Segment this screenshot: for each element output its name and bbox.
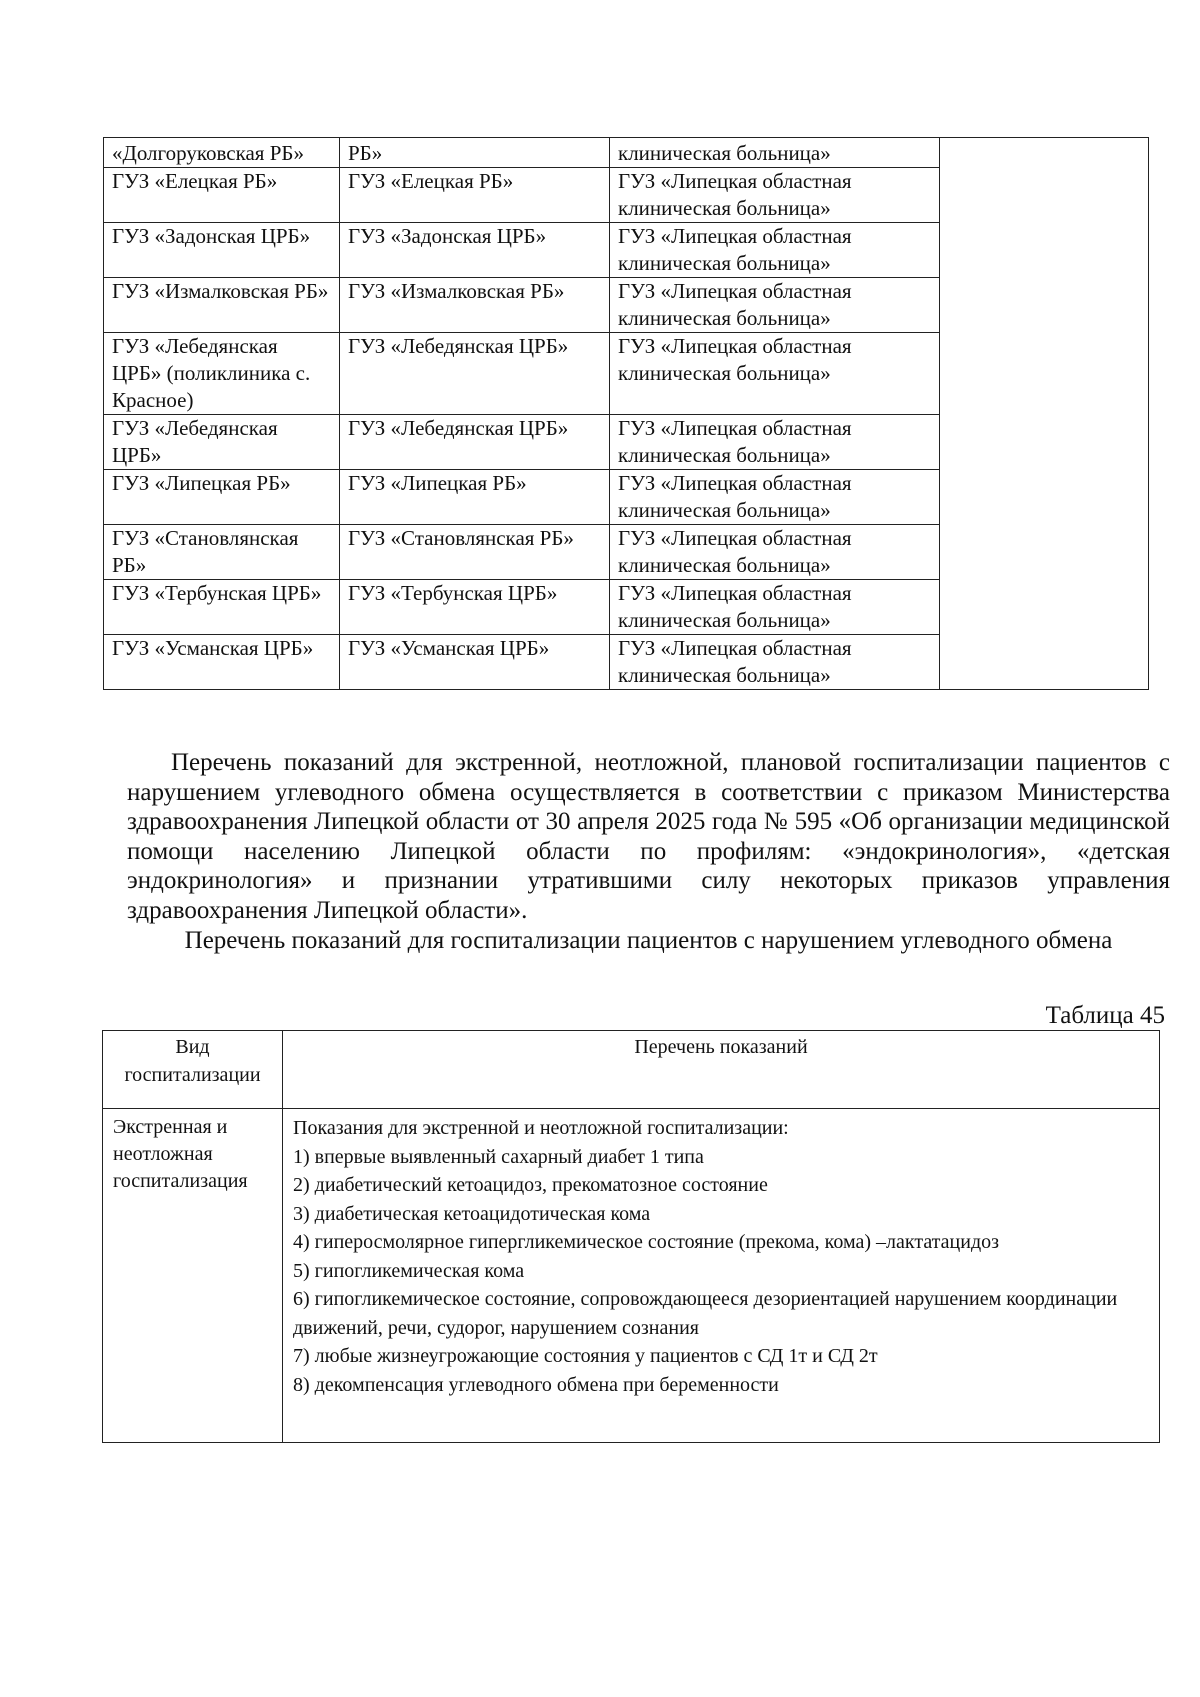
regional-hospital-cell: ГУЗ «Липецкая областная клиническая больница» xyxy=(610,168,940,223)
list-item: 5) гипогликемическая кома xyxy=(293,1259,525,1282)
header-kind-cell: Вид госпитализации xyxy=(103,1031,283,1109)
regional-hospital-cell: ГУЗ «Липецкая областная клиническая больница» xyxy=(610,278,940,333)
list-item: 2) диабетический кетоацидоз, прекоматозное состояние xyxy=(293,1174,768,1196)
routing-table xyxy=(103,137,1149,690)
hospital-cell: ГУЗ «Задонская ЦРБ» xyxy=(340,223,610,278)
regional-hospital-cell: ГУЗ «Липецкая областная клиническая больница» xyxy=(610,580,940,635)
attached-facility-cell: ГУЗ «Елецкая РБ» xyxy=(104,168,340,223)
attached-facility-cell: ГУЗ «Задонская ЦРБ» xyxy=(104,223,340,278)
table-number-label: Таблица 45 xyxy=(1045,1002,1165,1029)
indications-table xyxy=(102,1030,1160,1443)
list-item: 3) диабетическая кетоацидотическая кома xyxy=(293,1202,651,1225)
table-row xyxy=(103,1109,1160,1443)
table-row xyxy=(104,138,1149,168)
hospital-cell: ГУЗ «Липецкая РБ» xyxy=(340,470,610,525)
list-item: 8) декомпенсация углеводного обмена при беременности xyxy=(293,1373,779,1396)
attached-facility-cell: ГУЗ «Липецкая РБ» xyxy=(104,470,340,525)
hospitalization-kind-cell: Экстренная и неотложная госпитализация xyxy=(103,1109,283,1443)
table-caption: Перечень показаний для госпитализации пациентов с нарушением углеводного обмена xyxy=(184,927,1113,954)
hospital-cell: ГУЗ «Усманская ЦРБ» xyxy=(340,635,610,690)
indications-list-title: Показания для экстренной и неотложной госпитализации: xyxy=(293,1117,789,1139)
list-item: 6) гипогликемическое состояние, сопровождающееся дезориентацией нарушением координации движений, речи, судорог, нарушением сознания xyxy=(293,1288,1118,1339)
body-paragraph: Перечень показаний для экстренной, неотложной, плановой госпитализации пациентов с нарушением углеводного обмена осуществляется в соответствии с приказом Министерства здравоохранения Липецкой области от 30 апреля 2025 года № 595 «Об организации медицинской помощи населению Липецкой области по профилям: «эндокринология», «детская эндокринология» и признании утратившими силу некоторых приказов управления здравоохранения Липецкой области». xyxy=(127,749,1170,924)
regional-hospital-cell: ГУЗ «Липецкая областная клиническая больница» xyxy=(610,525,940,580)
regional-hospital-cell: клиническая больница» xyxy=(610,138,940,168)
header-list-cell: Перечень показаний xyxy=(283,1031,1160,1109)
blank-column-cell xyxy=(940,138,1149,690)
attached-facility-cell: ГУЗ «Усманская ЦРБ» xyxy=(104,635,340,690)
list-item: 1) впервые выявленный сахарный диабет 1 типа xyxy=(293,1145,704,1168)
regional-hospital-cell: ГУЗ «Липецкая областная клиническая больница» xyxy=(610,223,940,278)
regional-hospital-cell: ГУЗ «Липецкая областная клиническая больница» xyxy=(610,635,940,690)
list-item: 7) любые жизнеугрожающие состояния у пациентов с СД 1т и СД 2т xyxy=(293,1345,878,1367)
hospital-cell: РБ» xyxy=(340,138,610,168)
attached-facility-cell: ГУЗ «Лебедянская ЦРБ» (поликлиника с. Красное) xyxy=(104,333,340,415)
hospital-cell: ГУЗ «Тербунская ЦРБ» xyxy=(340,580,610,635)
regional-hospital-cell: ГУЗ «Липецкая областная клиническая больница» xyxy=(610,415,940,470)
hospital-cell: ГУЗ «Измалковская РБ» xyxy=(340,278,610,333)
attached-facility-cell: ГУЗ «Измалковская РБ» xyxy=(104,278,340,333)
indications-list-cell xyxy=(283,1109,1160,1443)
hospital-cell: ГУЗ «Елецкая РБ» xyxy=(340,168,610,223)
hospital-cell: ГУЗ «Лебедянская ЦРБ» xyxy=(340,415,610,470)
hospital-cell: ГУЗ «Лебедянская ЦРБ» xyxy=(340,333,610,415)
attached-facility-cell: ГУЗ «Лебедянская ЦРБ» xyxy=(104,415,340,470)
regional-hospital-cell: ГУЗ «Липецкая областная клиническая больница» xyxy=(610,470,940,525)
attached-facility-cell: ГУЗ «Тербунская ЦРБ» xyxy=(104,580,340,635)
hospital-cell: ГУЗ «Становлянская РБ» xyxy=(340,525,610,580)
attached-facility-cell: «Долгоруковская РБ» xyxy=(104,138,340,168)
table-header-row xyxy=(103,1031,1160,1109)
regional-hospital-cell: ГУЗ «Липецкая областная клиническая больница» xyxy=(610,333,940,415)
attached-facility-cell: ГУЗ «Становлянская РБ» xyxy=(104,525,340,580)
list-item: 4) гиперосмолярное гипергликемическое состояние (прекома, кома) –лактатацидоз xyxy=(293,1231,1000,1253)
